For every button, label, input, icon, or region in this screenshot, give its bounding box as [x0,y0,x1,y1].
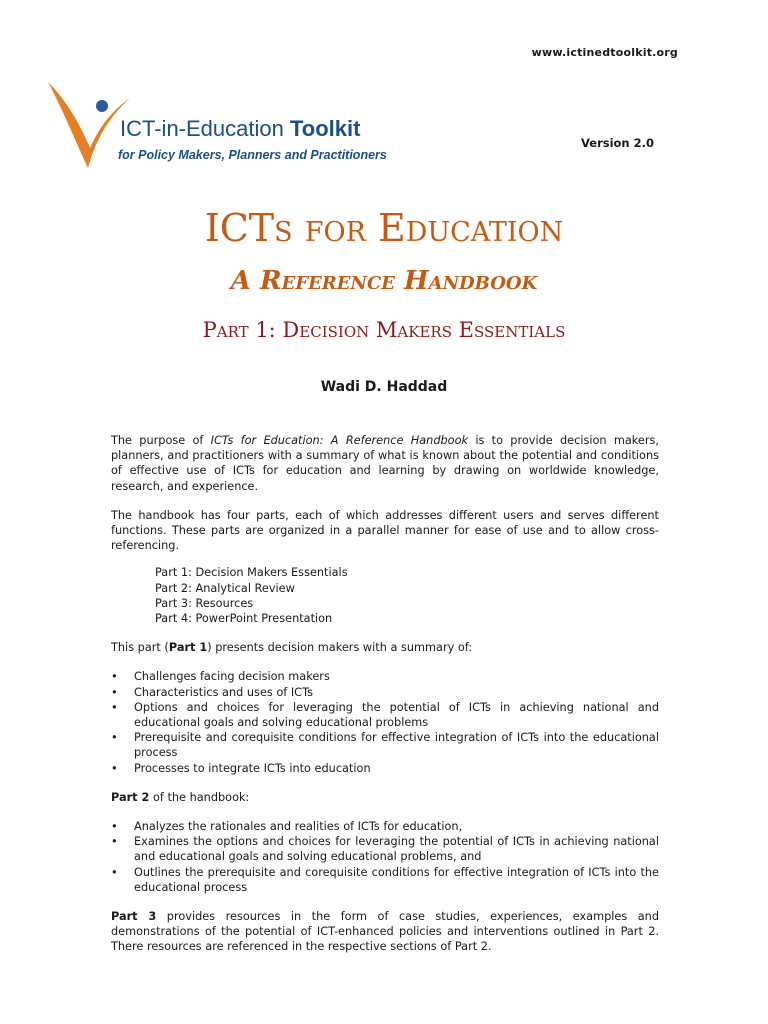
document-subtitle: A Reference Handbook [230,266,538,296]
part2-label: Part 2 [111,790,150,804]
list-item: • Analyzes the rationales and realities of ICTs for education, [134,819,659,834]
handbook-title-italic: ICTs for Education: A Reference Handbook [210,434,469,447]
list-item: • Characteristics and uses of ICTs [134,685,659,700]
purpose-text-end: is to provide decision makers, planners, and practitioners with a summary of what is known about the potential and conditions of effective use of ICTs for education and learning by drawing on worldwide knowledge, research, and experience. [111,434,659,493]
part1-label: Part 1 [168,641,208,655]
logo-title-main: ICT-in-Education [120,116,290,141]
list-item: • Challenges facing decision makers [134,669,659,684]
part-title: Part 1: Decision Makers Essentials [202,318,566,342]
document-title: ICTs for Education [204,206,564,250]
part3-label: Part 3 [111,910,157,924]
purpose-paragraph [111,433,659,494]
list-item: Part 4: PowerPoint Presentation [155,612,333,626]
list-item: • Outlines the prerequisite and corequisite conditions for effective integration of ICTs into the educational process [134,865,659,895]
purpose-text-start: The purpose of [111,434,211,447]
list-item: Part 1: Decision Makers Essentials [155,566,348,580]
document-body [111,433,659,969]
list-item: Part 3: Resources [155,596,254,610]
part1-bullets [111,669,659,775]
logo-title [120,116,360,142]
part3-paragraph [111,909,659,955]
part1-intro [111,640,659,655]
part1-intro-start: This part ( [111,641,169,655]
logo-subtitle: for Policy Makers, Planners and Practitioners [118,148,387,162]
part3-text: provides resources in the form of case studies, experiences, examples and demonstrations of the potential of ICT-enhanced policies and interventions outlined in Part 2. There resources are referenced in the respective sections of Part 2. [111,910,659,954]
version-label: Version 2.0 [581,136,654,150]
list-item: • Options and choices for leveraging the potential of ICTs in achieving national and educational goals and solving educational problems [134,700,659,730]
list-item: • Examines the options and choices for leveraging the potential of ICTs in achieving national and educational goals and solving educational problems, and [134,834,659,864]
author-name: Wadi D. Haddad [320,379,448,395]
part2-intro [111,790,659,805]
parts-paragraph: The handbook has four parts, each of which addresses different users and serves different functions. These parts are organized in a parallel manner for ease of use and to allow cross-referencing. [111,508,659,553]
list-item: • Processes to integrate ICTs into education [134,761,659,776]
parts-list [155,565,659,626]
part2-bullets [111,819,659,895]
part2-intro-text: of the handbook: [149,790,250,804]
logo-title-toolkit: Toolkit [289,116,361,141]
list-item: • Prerequisite and corequisite conditions for effective integration of ICTs into the educational process [134,730,659,760]
part1-intro-end: ) presents decision makers with a summary of: [207,641,473,655]
toolkit-logo [44,78,444,173]
list-item: Part 2: Analytical Review [155,581,295,595]
website-url: www.ictinedtoolkit.org [531,46,678,59]
